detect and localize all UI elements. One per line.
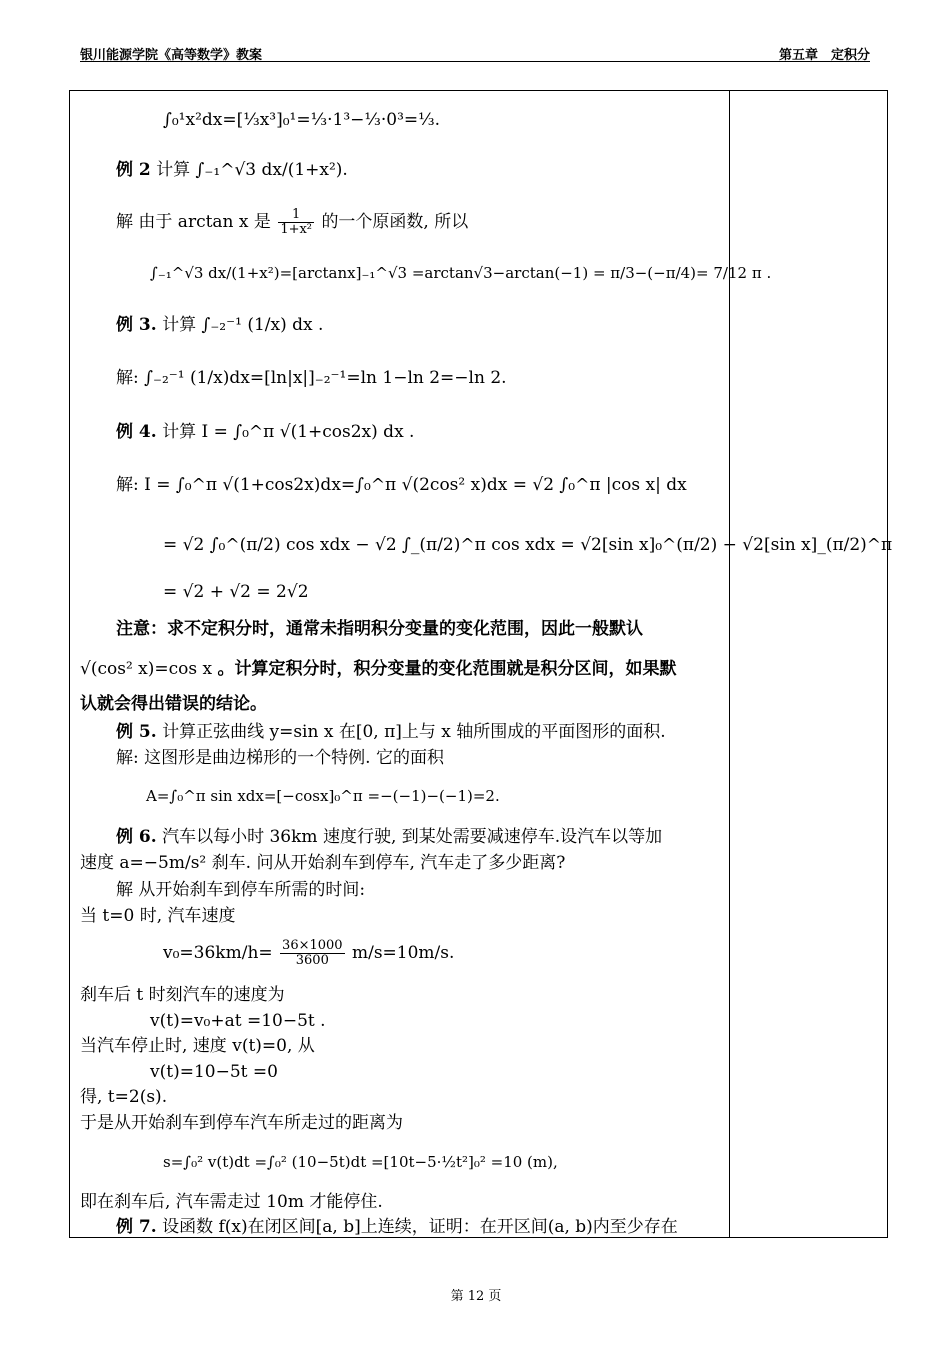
example-6-step-11: 即在刹车后, 汽车需走过 10m 才能停住. xyxy=(80,1192,383,1212)
example-6-label: 例 6. xyxy=(116,827,157,847)
header-rule xyxy=(80,61,870,62)
header-right: 第五章 定积分 xyxy=(778,48,870,63)
example-6-step-1: 解 从开始刹车到停车所需的时间: xyxy=(116,880,366,900)
example-4-solution-3: = √2 + √2 = 2√2 xyxy=(163,582,309,602)
example-4-text: 计算 I = ∫₀^π √(1+cos2x) dx . xyxy=(162,422,415,442)
example-4 xyxy=(116,422,414,442)
example-6 xyxy=(116,827,662,847)
example-6-step-7: v(t)=10−5t =0 xyxy=(150,1062,278,1082)
example-2-solution-b: 的一个原函数, 所以 xyxy=(321,212,469,232)
example-2-solution-a: 解 由于 arctan x 是 xyxy=(116,212,271,232)
example-5-result: A=∫₀^π sin xdx=[−cosx]₀^π =−(−1)−(−1)=2. xyxy=(146,787,500,805)
velocity-result: m/s=10m/s. xyxy=(351,943,455,963)
formula-line-1: ∫₀¹x²dx=[⅓x³]₀¹=⅓·1³−⅓·0³=⅓. xyxy=(163,110,441,130)
note-line-1: 注意：求不定积分时，通常未指明积分变量的变化范围，因此一般默认 xyxy=(116,619,643,639)
fraction-36000-over-3600 xyxy=(280,939,345,968)
example-2-result: ∫₋₁^√3 dx/(1+x²)=[arctanx]₋₁^√3 =arctan√3−arctan(−1) = π/3−(−π/4)= 7/12 π . xyxy=(150,264,772,282)
header-left: 银川能源学院《高等数学》教案 xyxy=(80,48,263,63)
example-2 xyxy=(116,160,348,180)
example-6-step-5: v(t)=v₀+at =10−5t . xyxy=(150,1011,326,1031)
example-3 xyxy=(116,315,323,335)
example-6-step-2: 当 t=0 时, 汽车速度 xyxy=(80,906,236,926)
note-formula: √(cos² x)=cos x xyxy=(80,659,213,679)
example-6-text-1: 汽车以每小时 36km 速度行驶, 到某处需要减速停车.设汽车以等加 xyxy=(162,827,663,847)
example-5-label: 例 5. xyxy=(116,722,157,742)
example-2-label: 例 2 xyxy=(116,160,151,180)
example-6-step-6: 当汽车停止时, 速度 v(t)=0, 从 xyxy=(80,1036,315,1056)
example-3-label: 例 3. xyxy=(116,315,157,335)
example-7-text: 设函数 f(x)在闭区间[a, b]上连续，证明：在开区间(a, b)内至少存在 xyxy=(162,1217,678,1237)
example-6-text-2: 速度 a=−5m/s² 刹车. 问从开始刹车到停车, 汽车走了多少距离? xyxy=(80,853,566,873)
example-7-label: 例 7. xyxy=(116,1217,157,1237)
example-6-step-3 xyxy=(163,939,454,968)
example-2-text: 计算 ∫₋₁^√3 dx/(1+x²). xyxy=(156,160,348,180)
note-line-3: 认就会得出错误的结论。 xyxy=(80,694,267,714)
example-4-label: 例 4. xyxy=(116,422,157,442)
example-4-solution-1: 解: I = ∫₀^π √(1+cos2x)dx=∫₀^π √(2cos² x)dx = √2 ∫₀^π |cos x| dx xyxy=(116,475,687,495)
velocity-v0: v₀=36km/h= xyxy=(163,943,273,963)
fraction-1-over-1-plus-x2 xyxy=(278,208,314,237)
example-5-text: 计算正弦曲线 y=sin x 在[0, π]上与 x 轴所围成的平面图形的面积. xyxy=(162,722,666,742)
example-2-solution xyxy=(116,208,468,237)
example-7 xyxy=(116,1217,678,1237)
fraction-numerator: 1 xyxy=(278,208,314,223)
example-6-step-4: 刹车后 t 时刻汽车的速度为 xyxy=(80,985,285,1005)
page-number: 第 12 页 xyxy=(450,1289,502,1304)
example-3-solution: 解: ∫₋₂⁻¹ (1/x)dx=[ln|x|]₋₂⁻¹=ln 1−ln 2=−ln 2. xyxy=(116,368,507,388)
example-5-solution: 解: 这图形是曲边梯形的一个特例. 它的面积 xyxy=(116,748,444,768)
note-line-2 xyxy=(80,659,677,679)
example-3-text: 计算 ∫₋₂⁻¹ (1/x) dx . xyxy=(162,315,324,335)
fraction-numerator: 36×1000 xyxy=(282,938,343,953)
note-line-2-text: 。计算定积分时，积分变量的变化范围就是积分区间，如果默 xyxy=(217,659,677,679)
example-6-step-9: 于是从开始刹车到停车汽车所走过的距离为 xyxy=(80,1113,403,1133)
example-6-step-8: 得, t=2(s). xyxy=(80,1087,168,1107)
example-6-step-10: s=∫₀² v(t)dt =∫₀² (10−5t)dt =[10t−5·½t²]₀² =10 (m), xyxy=(163,1153,558,1171)
example-5 xyxy=(116,722,666,742)
fraction-denominator: 3600 xyxy=(295,953,329,968)
fraction-denominator: 1+x² xyxy=(280,222,313,237)
example-4-solution-2: = √2 ∫₀^(π/2) cos xdx − √2 ∫_(π/2)^π cos xdx = √2[sin x]₀^(π/2) − √2[sin x]_(π/2)^π xyxy=(163,535,893,555)
